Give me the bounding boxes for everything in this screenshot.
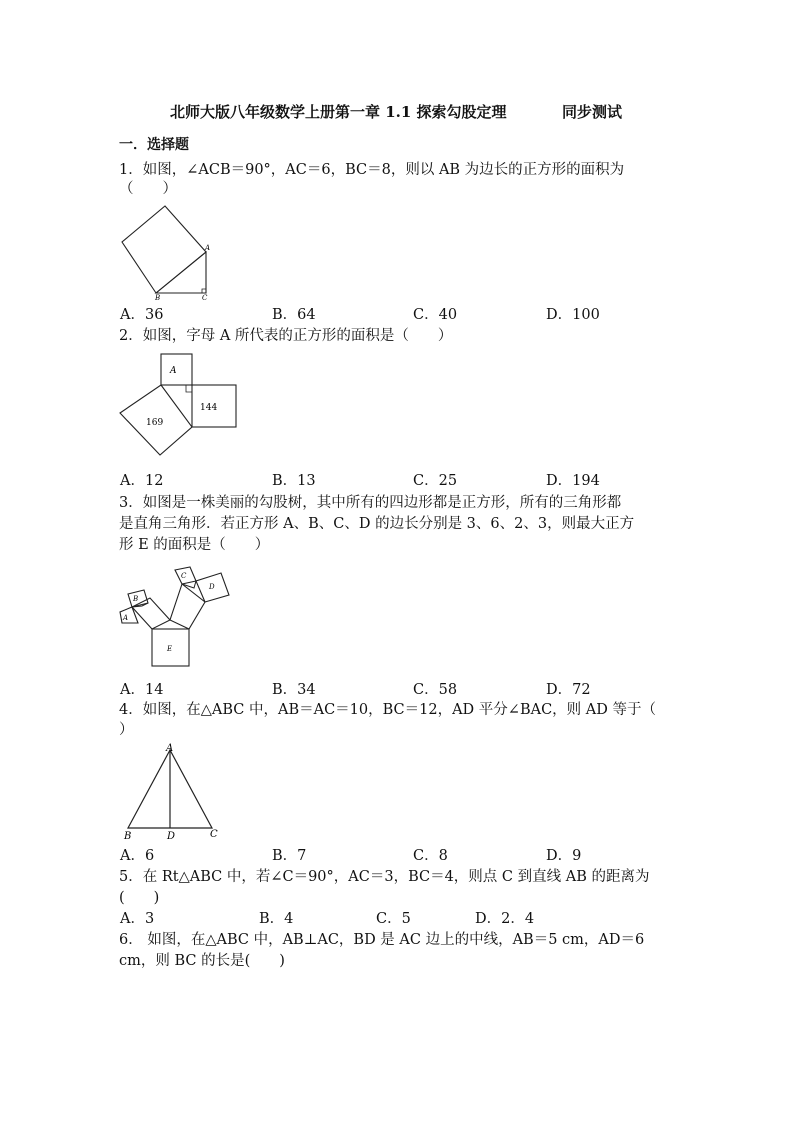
- q4-option-b[interactable]: B．7: [272, 848, 307, 864]
- q2-label-169: 169: [146, 418, 164, 428]
- q2-label-a: A: [170, 366, 177, 376]
- q1-figure: [118, 203, 218, 303]
- q4-label-d: D: [167, 831, 176, 842]
- q3-option-b[interactable]: B．34: [272, 682, 316, 698]
- q1-label-b: B: [155, 294, 161, 302]
- document-title-suffix: 同步测试: [562, 103, 623, 121]
- q3-option-c[interactable]: C．58: [413, 682, 458, 698]
- q2-label-144: 144: [200, 403, 218, 413]
- q1-option-c[interactable]: C．40: [413, 307, 458, 323]
- q3-label-a: A: [123, 614, 129, 622]
- section-heading: 一．选择题: [119, 137, 189, 153]
- q3-label-d: D: [209, 583, 215, 591]
- q3-stem-line2: 是直角三角形．若正方形 A、B、C、D 的边长分别是 3、6、2、3，则最大正方: [119, 516, 635, 532]
- q2-option-d[interactable]: D．194: [546, 473, 600, 489]
- q5-option-b[interactable]: B．4: [259, 911, 294, 927]
- q4-label-b: B: [124, 831, 132, 842]
- q5-option-c[interactable]: C．5: [376, 911, 411, 927]
- q4-stem-cont: ）: [119, 722, 134, 738]
- q3-option-a[interactable]: A．14: [120, 682, 164, 698]
- q5-option-d[interactable]: D．2．4: [475, 911, 535, 927]
- q3-stem-line3: 形 E 的面积是（ ）: [119, 537, 270, 553]
- q4-label-c: C: [210, 829, 218, 840]
- q5-stem-cont: ( ): [119, 890, 160, 906]
- q6-stem: 6． 如图，在△ABC 中，AB⊥AC，BD 是 AC 边上的中线，AB＝5 cm，AD＝6: [119, 932, 645, 948]
- q2-figure: [118, 352, 243, 464]
- q3-option-d[interactable]: D．72: [546, 682, 591, 698]
- q4-label-a: A: [166, 743, 174, 754]
- q2-option-a[interactable]: A．12: [120, 473, 164, 489]
- q1-option-a[interactable]: A．36: [120, 307, 164, 323]
- q1-stem-cont: （ ）: [119, 181, 177, 197]
- q1-stem: 1．如图，∠ACB＝90°，AC＝6，BC＝8，则以 AB 为边长的正方形的面积为: [119, 162, 625, 178]
- document-title: 北师大版八年级数学上册第一章 1.1 探索勾股定理: [170, 103, 507, 121]
- q2-option-b[interactable]: B．13: [272, 473, 316, 489]
- q3-label-e: E: [167, 645, 173, 653]
- q4-stem: 4．如图，在△ABC 中，AB＝AC＝10，BC＝12，AD 平分∠BAC，则 AD 等于（: [119, 702, 656, 718]
- q2-option-c[interactable]: C．25: [413, 473, 458, 489]
- q2-stem: 2．如图，字母 A 所代表的正方形的面积是（ ）: [119, 328, 453, 344]
- q4-option-a[interactable]: A．6: [120, 848, 155, 864]
- q3-stem-line1: 3．如图是一株美丽的勾股树，其中所有的四边形都是正方形，所有的三角形都: [119, 495, 622, 511]
- q5-stem: 5．在 Rt△ABC 中，若∠C＝90°，AC＝3，BC＝4，则点 C 到直线 AB 的距离为: [119, 869, 650, 885]
- q5-option-a[interactable]: A．3: [120, 911, 155, 927]
- q3-label-c: C: [181, 572, 187, 580]
- q4-option-c[interactable]: C．8: [413, 848, 448, 864]
- q1-option-d[interactable]: D．100: [546, 307, 600, 323]
- q6-stem-cont: cm，则 BC 的长是( ): [119, 953, 285, 969]
- q3-figure: [118, 562, 236, 670]
- q4-option-d[interactable]: D．9: [546, 848, 582, 864]
- q4-figure: [118, 742, 228, 842]
- q1-label-c: C: [202, 294, 208, 302]
- q1-label-a: A: [205, 244, 211, 252]
- q1-option-b[interactable]: B．64: [272, 307, 316, 323]
- q3-label-b: B: [133, 595, 139, 603]
